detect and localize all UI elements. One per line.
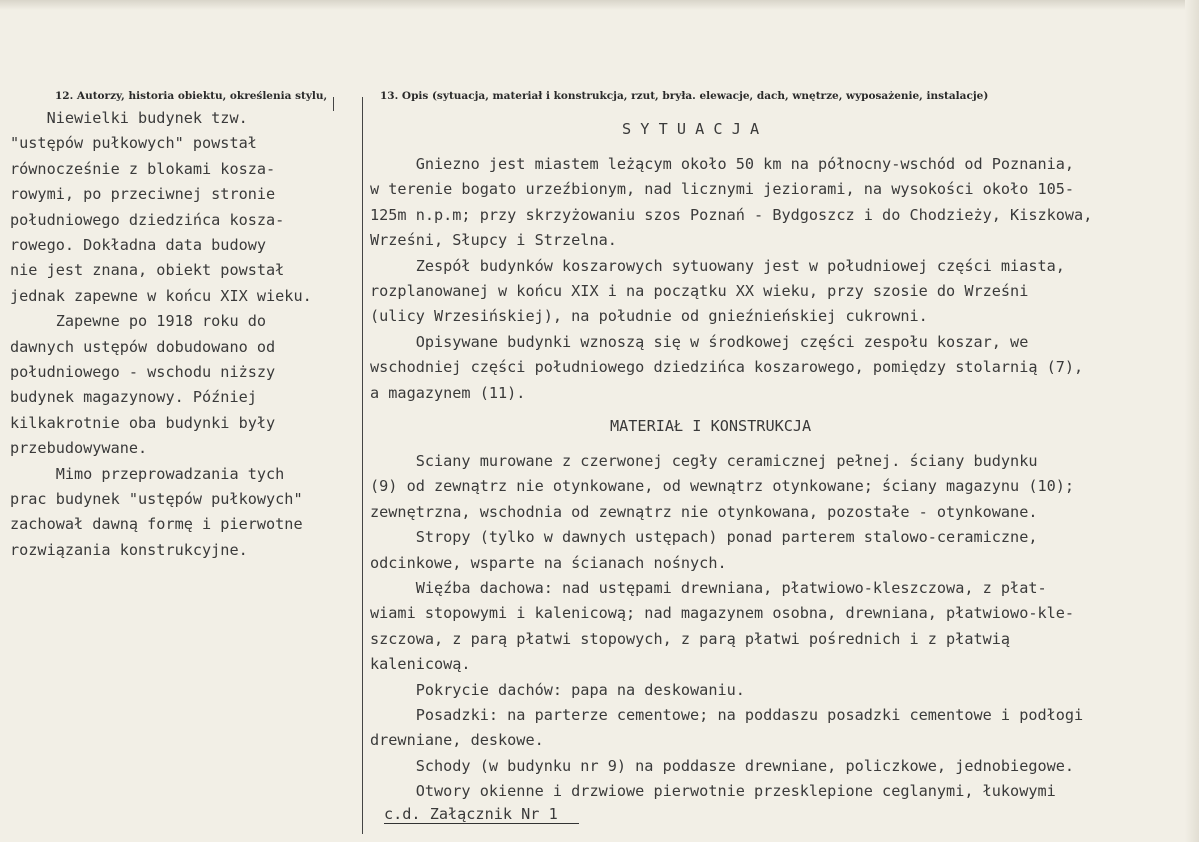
situation-text-line: Wrześni, Słupcy i Strzelna. [370,231,617,250]
left-text-line: rowymi, po przeciwnej stronie [10,185,276,204]
material-text-line: (9) od zewnątrz nie otynkowane, od wewnątrz otynkowane; ściany magazynu (10); [370,477,1075,496]
left-text-line: "ustępów pułkowych" powstał [10,134,257,153]
left-text-line: budynek magazynowy. Później [10,388,257,407]
material-text-line: Stropy (tylko w dawnych ustępach) ponad parterem stalowo-ceramiczne, [370,528,1038,547]
left-text-line: Niewielki budynek tzw. [10,109,248,127]
material-text-line: odcinkowe, wsparte na ścianach nośnych. [370,553,727,572]
material-text-line: Schody (w budynku nr 9) na poddasze drewniane, policzkowe, jednobiegowe. [370,756,1075,775]
left-text-line: dawnych ustępów dobudowano od [10,337,276,356]
situation-text-line: (ulicy Wrzesińskiej), na południe od gnieźnieńskiej cukrowni. [370,307,928,326]
section-12-header: 12. Autorzy, historia obiektu, określenia stylu, [55,90,328,102]
situation-text-line: a magazynem (11). [370,383,526,402]
page-edge-right [1185,0,1199,842]
column-divider [362,97,363,834]
left-text-line: rozwiązania konstrukcyjne. [10,540,248,559]
heading-material: MATERIAŁ I KONSTRUKCJA [610,417,812,435]
material-text-line: Sciany murowane z czerwonej cegły ceramicznej pełnej. ściany budynku [370,452,1038,470]
left-text-line: południowego dziedzińca kosza- [10,210,285,229]
heading-situation: S Y T U A C J A [622,120,760,138]
left-text-line: równocześnie z blokami kosza- [10,159,276,178]
material-text-line: Otwory okienne i drzwiowe pierwotnie przesklepione ceglanymi, łukowymi [370,782,1056,801]
continuation-annex-link[interactable]: c.d. Załącznik Nr 1 [384,805,558,823]
situation-text-line: w terenie bogato urzeźbionym, nad licznymi jeziorami, na wysokości około 105- [370,180,1075,199]
left-text-line: Zapewne po 1918 roku do [10,312,267,331]
left-text-line: jednak zapewne w końcu XIX wieku. [10,286,312,305]
material-text-line: kalenicową. [370,655,471,674]
material-text-line: wiami stopowymi i kalenicową; nad magazynem osobna, drewniana, płatwiowo-kle- [370,604,1075,623]
left-text-line: zachował dawną formę i pierwotne [10,515,303,534]
situation-text-line: Gniezno jest miastem leżącym około 50 km na północny-wschód od Poznania, [370,155,1075,173]
left-text-line: prac budynek "ustępów pułkowych" [10,490,303,508]
page-edge-top [0,0,1199,10]
section-13-header: 13. Opis (sytuacja, materiał i konstrukcja, rzut, bryła. elewacje, dach, wnętrze, wyposażenie, instalacje) [380,90,989,102]
left-text-line: rowego. Dokładna data budowy [10,236,267,254]
situation-text-line: wschodniej części południowego dziedzińca koszarowego, pomiędzy stolarnią (7), [370,358,1084,377]
situation-text-line: rozplanowanej w końcu XIX i na początku XX wieku, przy szosie do Wrześni [370,282,1029,300]
left-text-line: kilkakrotnie oba budynki były [10,413,276,432]
material-text-line: Więźba dachowa: nad ustępami drewniana, płatwiowo-kleszczowa, z płat- [370,579,1047,597]
column-divider-left [333,97,334,111]
material-text-line: szczowa, z parą płatwi stopowych, z parą płatwi pośrednich i z płatwią [370,629,1011,648]
left-text-line: przebudowywane. [10,439,148,458]
material-text-line: Posadzki: na parterze cementowe; na poddaszu posadzki cementowe i podłogi [370,706,1084,724]
situation-text-line: 125m n.p.m; przy skrzyżowaniu szos Poznań - Bydgoszcz i do Chodzieży, Kiszkowa, [370,205,1093,224]
left-text-line: nie jest znana, obiekt powstał [10,261,285,280]
material-text-line: Pokrycie dachów: papa na deskowaniu. [370,680,745,699]
material-text-line: drewniane, deskowe. [370,731,544,750]
situation-text-line: Zespół budynków koszarowych sytuowany jest w południowej części miasta, [370,256,1065,275]
continuation-underline [384,823,579,824]
situation-text-line: Opisywane budynki wznoszą się w środkowej części zespołu koszar, we [370,332,1029,351]
material-text-line: zewnętrzna, wschodnia od zewnątrz nie otynkowana, pozostałe - otynkowane. [370,502,1038,521]
left-text-line: Mimo przeprowadzania tych [10,464,285,483]
left-text-line: południowego - wschodu niższy [10,363,276,381]
